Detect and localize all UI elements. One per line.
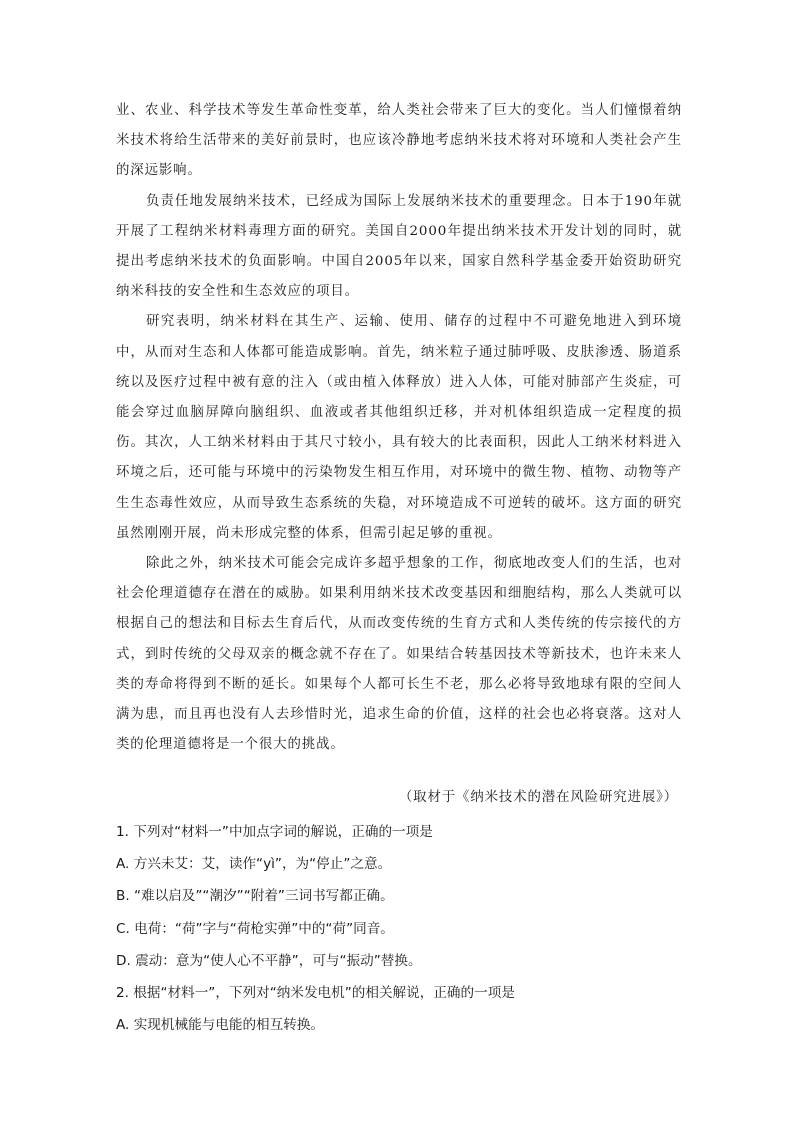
question-1-stem: 1. 下列对“材料一”中加点字词的解说，正确的一项是 bbox=[116, 824, 433, 840]
question-1-option-c: C. 电荷：“荷”字与“荷枪实弹”中的“荷”同音。 bbox=[116, 920, 394, 937]
material-paragraph-3: 研究表明，纳米材料在其生产、运输、使用、储存的过程中不可避免地进入到环境中，从而对生态和人体都可能造成影响。首先，纳米粒子通过肺呼吸、皮肤渗透、肠道系统以及医疗过程中被有意的注入（或由植入体释放）进入人体，可能对肺部产生炎症，可能会穿过血脑屏障向脑组织、血液或者其他组织迁移，并对机体组织造成一定程度的损伤。其次，人工纳米材料由于其尺寸较小，具有较大的比表面积，因此人工纳米材料进入环境之后，还可能与环境中的污染物发生相互作用，对环境中的微生物、植物、动物等产生生态毒性效应，从而导致生态系统的失稳，对环境造成不可逆转的破坏。这方面的研究虽然刚刚开展，尚未形成完整的体系，但需引起足够的重视。 bbox=[116, 314, 682, 541]
question-1-option-d: D. 震动：意为“使人心不平静”，可与“振动”替换。 bbox=[116, 952, 422, 969]
material-paragraph-1: 业、农业、科学技术等发生革命性变革，给人类社会带来了巨大的变化。当人们憧憬着纳米技术将给生活带来的美好前景时，也应该冷静地考虑纳米技术将对环境和人类社会产生的深远影响。 bbox=[116, 103, 682, 179]
question-1-option-b: B. “难以启及”“潮汐”“附着”三词书写都正确。 bbox=[116, 888, 394, 905]
material-source: （取材于《纳米技术的潜在风险研究进展》） bbox=[398, 790, 678, 805]
question-section bbox=[116, 816, 682, 1041]
question-2-stem: 2. 根据“材料一”，下列对“纳米发电机”的相关解说，正确的一项是 bbox=[116, 985, 515, 1002]
reading-material bbox=[116, 96, 682, 760]
question-2-option-a: A. 实现机械能与电能的相互转换。 bbox=[116, 1017, 325, 1034]
material-paragraph-2: 负责任地发展纳米技术，已经成为国际上发展纳米技术的重要理念。日本于190年就开展了工程纳米材料毒理方面的研究。美国自2000年提出纳米技术开发计划的同时，就提出考虑纳米技术的负面影响。中国自2005年以来，国家自然科学基金委开始资助研究纳米科技的安全性和生态效应的项目。 bbox=[116, 193, 682, 300]
material-paragraph-4: 除此之外，纳米技术可能会完成许多超乎想象的工作，彻底地改变人们的生活，也对社会伦理道德存在潜在的威胁。如果利用纳米技术改变基因和细胞结构，那么人类就可以根据自己的想法和目标去生育后代，从而改变传统的生育方式和人类传统的传宗接代的方式，到时传统的父母双亲的概念就不存在了。如果结合转基因技术等新技术，也许未来人类的寿命将得到不断的延长。如果每个人都可长生不老，那么必将导致地球有限的空间人满为患，而且再也没有人去珍惜时光，追求生命的价值，这样的社会也必将衰落。这对人类的伦理道德将是一个很大的挑战。 bbox=[116, 556, 682, 753]
question-1-option-a: A. 方兴未艾：艾，读作“yì”，为“停止”之意。 bbox=[116, 856, 392, 873]
